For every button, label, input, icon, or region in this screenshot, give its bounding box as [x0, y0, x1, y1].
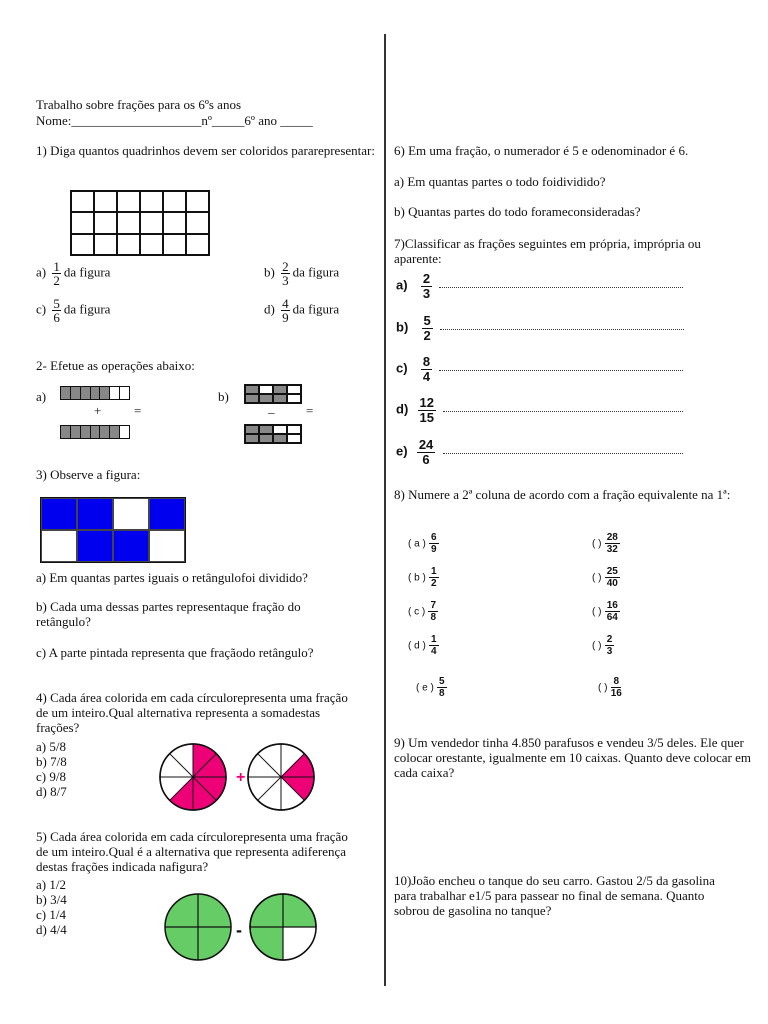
- q1-prompt: 1) Diga quantos quadrinhos devem ser coloridos pararepresentar:: [36, 143, 375, 158]
- minus-sign: _: [268, 400, 275, 415]
- q5-circle-left: [165, 894, 231, 960]
- q2-a-bar-bottom: [60, 425, 130, 439]
- q8-right-5: ( ) $\frac{8}{16}$: [598, 676, 622, 699]
- answer-line: [439, 286, 683, 288]
- q2-b-bar-bottom: [244, 424, 302, 444]
- q7-item-c: c) $\frac{8}{4}$: [396, 355, 683, 384]
- fraction: $\frac{1}{2}$: [53, 259, 60, 288]
- fraction: $\frac{6}{9}$: [431, 532, 437, 555]
- q9-text: 9) Um vendedor tinha 4.850 parafusos e vendeu 3/5 deles. Ele quer colocar orestante, igualmente em 10 caixas. Quanto deve colocar em cada caixa?: [394, 735, 751, 780]
- name-line: Nome:____________________nº_____6º ano _____: [36, 113, 313, 128]
- q6-question-b: b) Quantas partes do todo forameconsideradas?: [394, 204, 641, 219]
- answer-line: [443, 410, 683, 412]
- fraction: $\frac{1}{4}$: [431, 634, 437, 657]
- q4-prompt: 4) Cada área colorida em cada círculorepresenta uma fração de um inteiro.Qual alternativa representa a somadestas frações?: [36, 690, 348, 735]
- fraction: $\frac{2}{3}$: [282, 259, 289, 288]
- q5-option-c: c) 1/4: [36, 907, 66, 922]
- q7-item-a: a) $\frac{2}{3}$: [396, 272, 683, 301]
- q3-rectangle: [40, 497, 186, 563]
- fraction: $\frac{24}{6}$: [418, 437, 434, 467]
- q7-item-b: b) $\frac{5}{2}$: [396, 314, 684, 343]
- q8-right-4: ( ) $\frac{2}{3}$: [592, 634, 613, 657]
- fraction: $\frac{7}{8}$: [430, 600, 437, 623]
- fraction: $\frac{25}{40}$: [606, 566, 618, 589]
- q5-circle-right: [250, 894, 316, 960]
- q4-circles: [158, 742, 318, 812]
- q3-question-b: b) Cada uma dessas partes representaque fração do retângulo?: [36, 599, 301, 629]
- q7-prompt: 7)Classificar as frações seguintes em própria, imprópria ou aparente:: [394, 236, 701, 266]
- q2-a-bar-top: [60, 386, 130, 400]
- fraction: $\frac{28}{32}$: [606, 532, 618, 555]
- q5-prompt: 5) Cada área colorida em cada círculorepresenta uma fração de um inteiro.Qual é a alternativa que representa adiferença destas frações indicada nafigura?: [36, 829, 348, 874]
- q6-question-a: a) Em quantas partes o todo foidividido?: [394, 174, 606, 189]
- q4-option-c: c) 9/8: [36, 769, 66, 784]
- q7-item-e: e) $\frac{24}{6}$: [396, 438, 683, 467]
- q4-option-d: d) 8/7: [36, 784, 67, 799]
- answer-line: [439, 369, 683, 371]
- q10-text: 10)João encheu o tanque do seu carro. Gastou 2/5 da gasolina para trabalhar e1/5 para passear no final de semana. Quanto sobrou de gasolina no tanque?: [394, 873, 715, 918]
- q8-right-2: ( ) $\frac{25}{40}$: [592, 566, 618, 589]
- q8-right-1: ( ) $\frac{28}{32}$: [592, 532, 618, 555]
- q1-item-a: a) $\frac{1}{2}$ da figura: [36, 259, 111, 288]
- fraction: $\frac{2}{3}$: [606, 634, 613, 657]
- fraction: $\frac{5}{2}$: [423, 313, 431, 343]
- plus-sign: +: [94, 403, 102, 418]
- q8-left-e: ( e ) $\frac{5}{8}$: [416, 676, 445, 699]
- answer-line: [443, 452, 683, 454]
- equals-sign: =: [306, 403, 314, 418]
- worksheet-title: Trabalho sobre frações para os 6ºs anos: [36, 97, 241, 112]
- column-divider: [384, 34, 386, 986]
- q1-item-b: b) $\frac{2}{3}$ da figura: [264, 259, 340, 288]
- q5-circles: [163, 892, 323, 962]
- fraction: $\frac{2}{3}$: [422, 271, 431, 301]
- q8-left-b: ( b ) $\frac{1}{2}$: [408, 566, 437, 589]
- q8-left-d: ( d ) $\frac{1}{4}$: [408, 634, 437, 657]
- q8-left-a: ( a ) $\frac{6}{9}$: [408, 532, 437, 555]
- fraction: $\frac{12}{15}$: [419, 395, 434, 425]
- q3-prompt: 3) Observe a figura:: [36, 467, 141, 482]
- q4-option-b: b) 7/8: [36, 754, 67, 769]
- q5-option-d: d) 4/4: [36, 922, 67, 937]
- q8-left-c: ( c ) $\frac{7}{8}$: [408, 600, 437, 623]
- q3-question-a: a) Em quantas partes iguais o retângulofoi dividido?: [36, 570, 308, 585]
- q1-item-c: c) $\frac{5}{6}$ da figura: [36, 296, 111, 325]
- q6-prompt: 6) Em uma fração, o numerador é 5 e odenominador é 6.: [394, 143, 689, 158]
- q4-option-a: a) 5/8: [36, 739, 66, 754]
- q2-a-label: a): [36, 389, 47, 404]
- fraction: $\frac{1}{2}$: [431, 566, 437, 589]
- minus-icon: -: [236, 920, 242, 940]
- equals-sign: =: [134, 403, 142, 418]
- q8-right-3: ( ) $\frac{16}{64}$: [592, 600, 618, 623]
- q3-question-c: c) A parte pintada representa que fraçãodo retângulo?: [36, 645, 314, 660]
- q5-option-a: a) 1/2: [36, 877, 66, 892]
- fraction: $\frac{4}{9}$: [282, 296, 289, 325]
- q5-option-b: b) 3/4: [36, 892, 67, 907]
- q2-b-label: b): [218, 389, 229, 404]
- fraction: $\frac{16}{64}$: [606, 600, 618, 623]
- fraction: $\frac{8}{16}$: [610, 676, 622, 699]
- fraction: $\frac{5}{8}$: [439, 676, 445, 699]
- q2-prompt: 2- Efetue as operações abaixo:: [36, 358, 195, 373]
- q7-item-d: d) $\frac{12}{15}$: [396, 396, 683, 425]
- q1-grid: [70, 190, 210, 256]
- fraction: $\frac{8}{4}$: [422, 354, 431, 384]
- q4-circle-left: [160, 744, 226, 810]
- q8-prompt: 8) Numere a 2ª coluna de acordo com a fração equivalente na 1ª:: [394, 487, 731, 502]
- answer-line: [440, 328, 684, 330]
- plus-icon: +: [236, 769, 246, 786]
- q1-item-d: d) $\frac{4}{9}$ da figura: [264, 296, 340, 325]
- q4-circle-right: [248, 744, 314, 810]
- fraction: $\frac{5}{6}$: [53, 296, 60, 325]
